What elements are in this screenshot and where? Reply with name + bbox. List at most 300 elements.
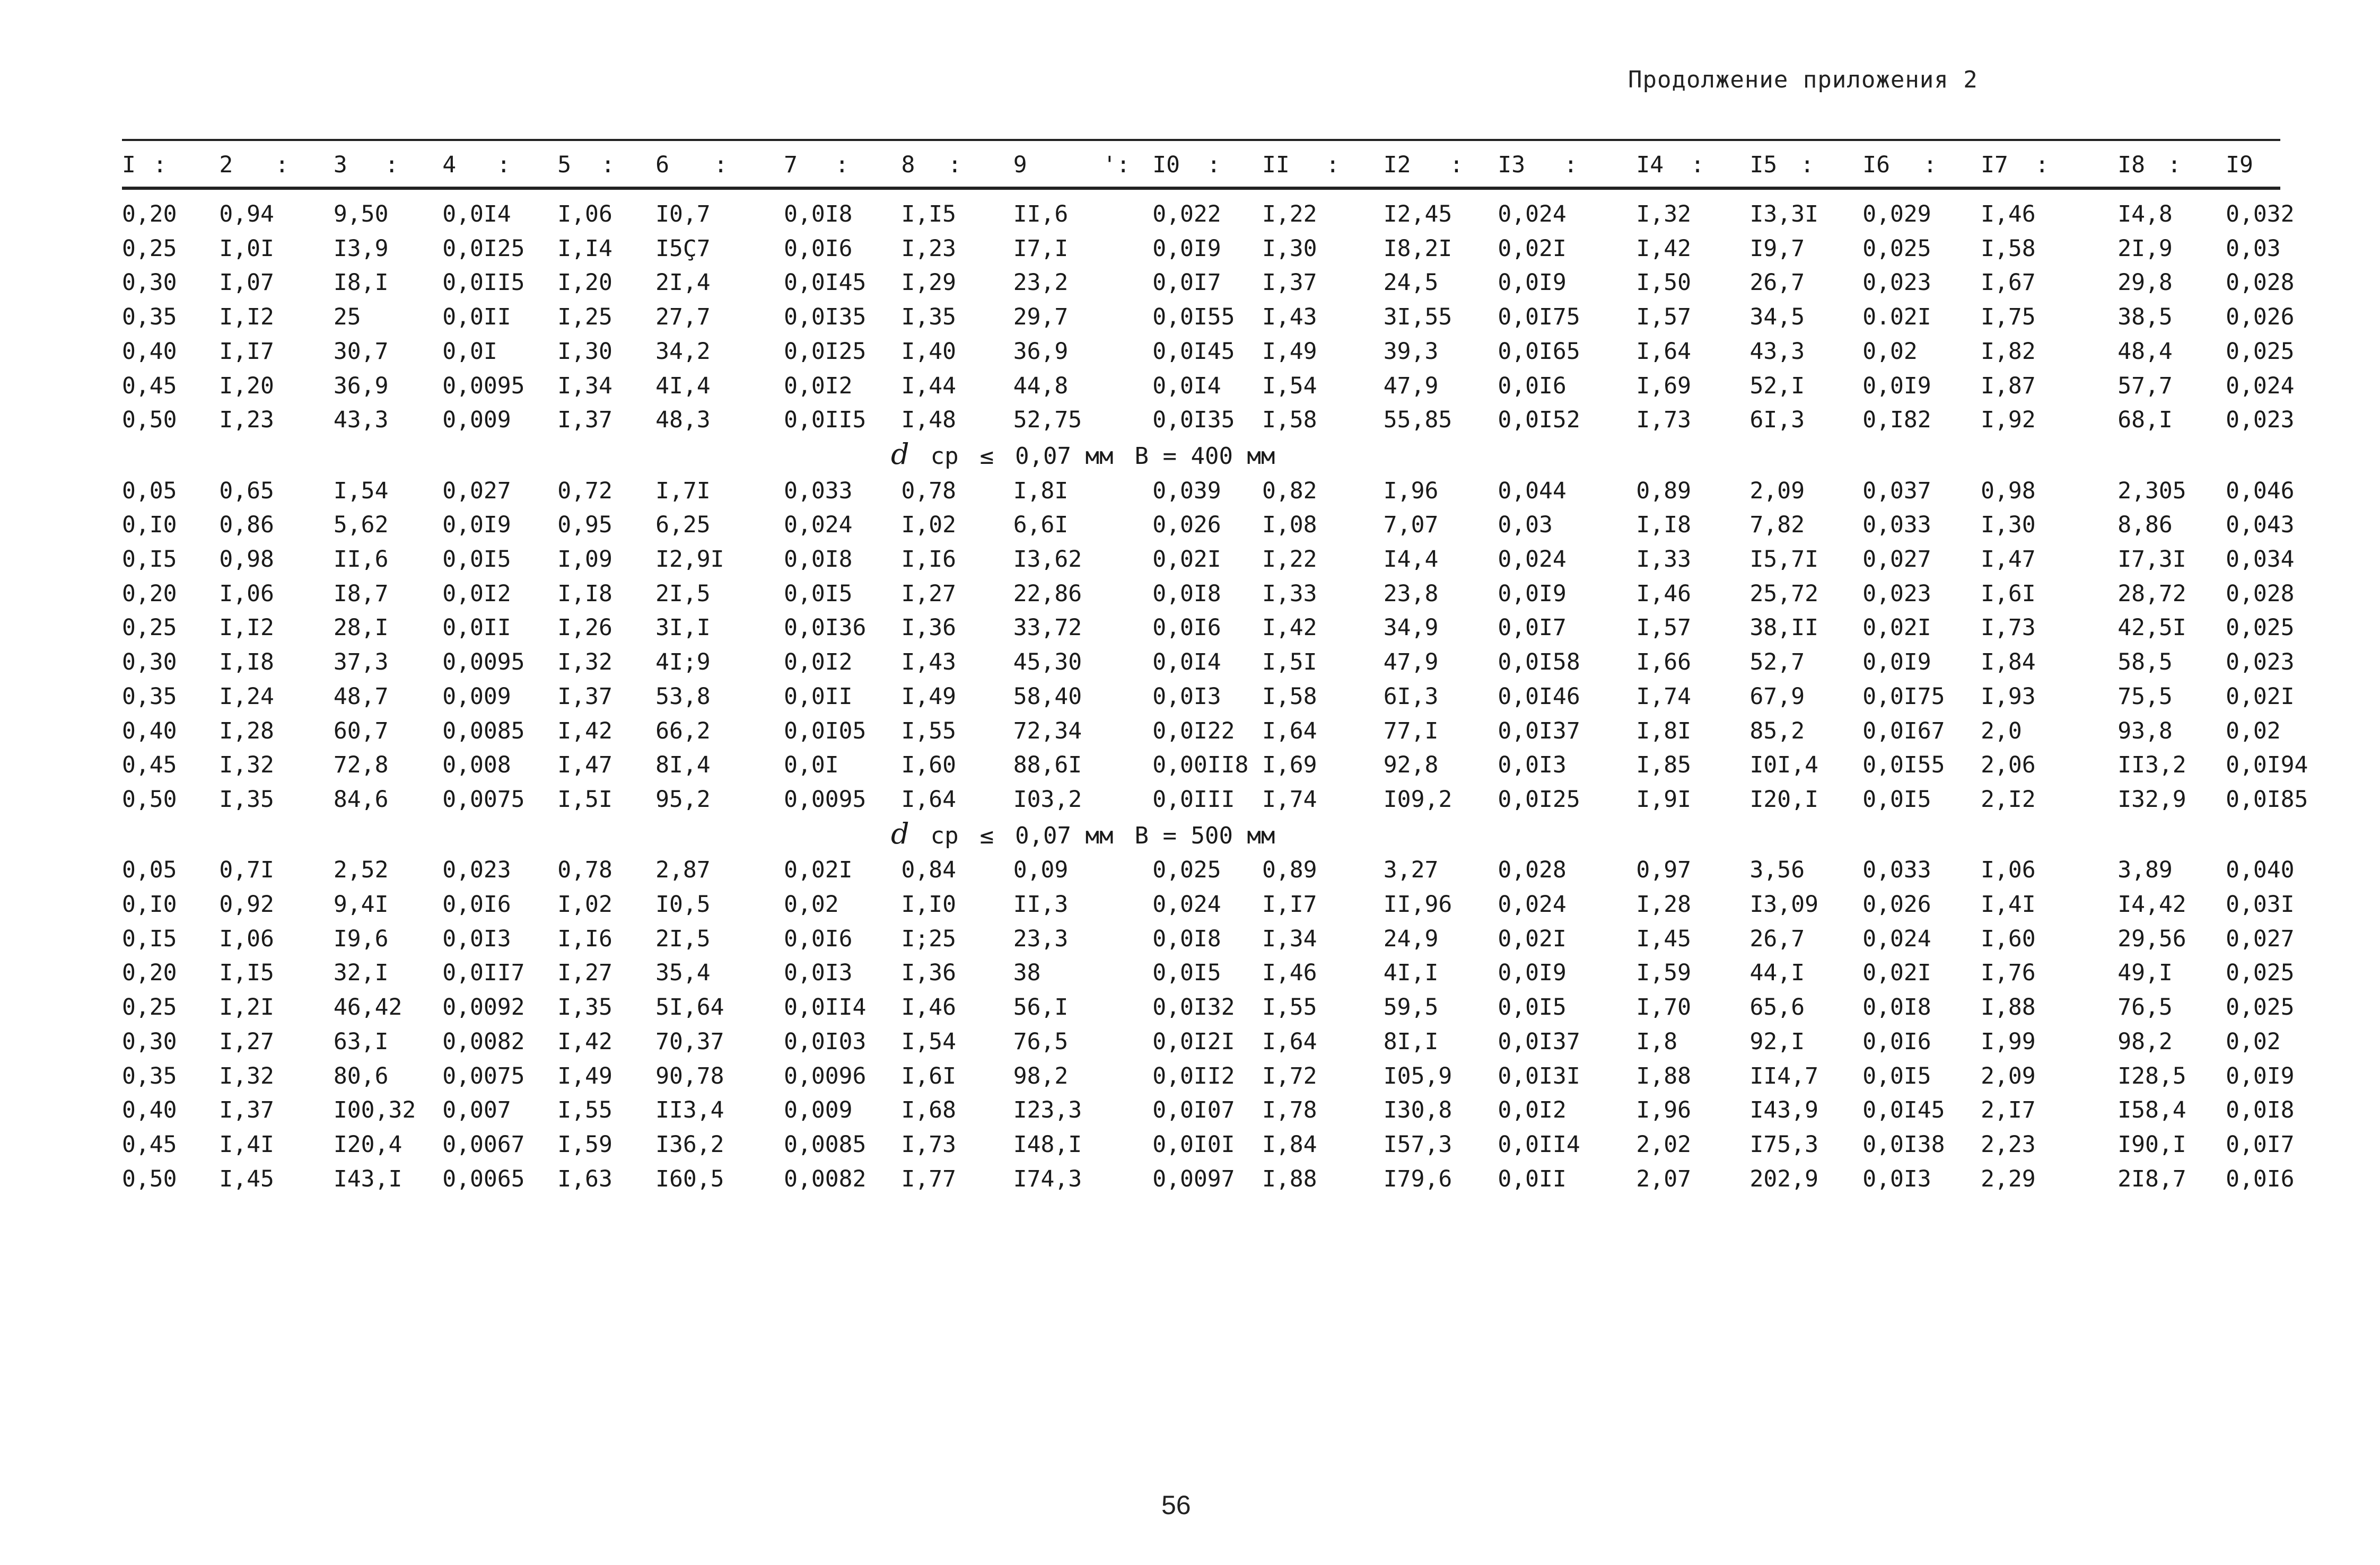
table-cell: I,37 <box>557 683 612 710</box>
table-cell: 59,5 <box>1383 994 1439 1021</box>
table-cell: 58,40 <box>1013 683 1082 710</box>
cell-gap <box>714 853 784 887</box>
cell-gap <box>2167 714 2226 749</box>
table-cell: 0,03I <box>2226 891 2295 918</box>
table-cell: 0,0I6 <box>784 235 853 262</box>
cell-gap <box>385 922 443 956</box>
cell-gap <box>275 611 334 645</box>
table-cell: 2,87 <box>655 857 711 884</box>
table-cell: 29,56 <box>2118 925 2186 952</box>
table-cell: I,72 <box>1262 1062 1317 1089</box>
table-cell: I,99 <box>1981 1028 2036 1055</box>
cell-gap <box>2035 990 2118 1025</box>
table-cell: 48,4 <box>2118 338 2173 365</box>
table-cell: 0,027 <box>442 477 511 504</box>
table-cell: 0,0I4 <box>442 201 511 227</box>
cell-gap <box>1102 335 1152 369</box>
cell-gap <box>2167 853 2226 887</box>
table-cell: 90,78 <box>655 1062 724 1089</box>
cell-gap <box>385 1025 443 1059</box>
table-cell: 44,I <box>1749 960 1805 987</box>
cell-gap <box>1449 369 1498 403</box>
table-cell: 0,0I46 <box>1498 683 1580 710</box>
table-cell: I,46 <box>1636 580 1691 607</box>
table-cell: I,28 <box>219 717 274 744</box>
cell-gap <box>1923 1025 1981 1059</box>
table-cell: I,29 <box>901 269 957 296</box>
table-cell: 75,5 <box>2118 683 2173 710</box>
table-cell: 2I,5 <box>655 580 711 607</box>
table-cell: I,35 <box>901 304 957 331</box>
table-cell: 3I,55 <box>1383 304 1452 331</box>
table-cell: 0,02I <box>1498 925 1567 952</box>
table-cell: 0,0I45 <box>1862 1097 1945 1124</box>
table-cell: 2,I2 <box>1981 786 2036 813</box>
cell-gap <box>385 714 443 749</box>
cell-gap <box>2035 1059 2118 1094</box>
table-cell: 0,0I37 <box>1498 1028 1580 1055</box>
table-cell: I,35 <box>219 786 274 813</box>
table-cell: I7,3I <box>2118 546 2186 573</box>
cell-gap <box>1691 1059 1749 1094</box>
table-cell: 0,0I67 <box>1862 717 1945 744</box>
cell-gap <box>2167 680 2226 714</box>
cell-gap <box>2035 645 2118 680</box>
table-cell: I8,7 <box>333 580 389 607</box>
table-cell: I,08 <box>1262 512 1317 539</box>
table-cell: 0,027 <box>2226 925 2295 952</box>
table-cell: I,32 <box>219 752 274 779</box>
table-cell: 0,044 <box>1498 477 1567 504</box>
table-cell: 0,0I5 <box>442 546 511 573</box>
table-cell: I,42 <box>1636 235 1691 262</box>
table-cell: 23,8 <box>1383 580 1439 607</box>
table-cell: 0,0I3 <box>1862 1165 1931 1192</box>
cell-gap <box>275 714 334 749</box>
cell-gap <box>1102 783 1152 817</box>
cell-gap <box>1102 197 1152 232</box>
table-cell: 70,37 <box>655 1028 724 1055</box>
table-cell: 2,23 <box>1981 1131 2036 1158</box>
table-cell: I,34 <box>1262 925 1317 952</box>
table-cell: 63,I <box>333 1028 389 1055</box>
table-cell: I,66 <box>1636 649 1691 676</box>
table-cell: 29,7 <box>1013 304 1069 331</box>
table-cell: 0,09 <box>1013 857 1069 884</box>
table-cell: 0,98 <box>1981 477 2036 504</box>
table-row <box>122 1093 2280 1128</box>
cell-gap <box>948 335 1013 369</box>
table-cell: 53,8 <box>655 683 711 710</box>
table-cell: 0,0II4 <box>1498 1131 1580 1158</box>
table-cell: 23,3 <box>1013 925 1069 952</box>
cell-gap <box>1800 300 1862 335</box>
cell-gap <box>948 714 1013 749</box>
table-cell: 0,I82 <box>1862 407 1931 434</box>
cell-gap <box>2035 853 2118 887</box>
table-row <box>122 783 2280 817</box>
table-cell: I,58 <box>1262 683 1317 710</box>
table-cell: I,42 <box>557 717 612 744</box>
cell-gap <box>385 1059 443 1094</box>
cell-gap <box>385 680 443 714</box>
table-cell: I,74 <box>1262 786 1317 813</box>
table-cell: 34,2 <box>655 338 711 365</box>
column-separator: : <box>714 152 728 178</box>
table-cell: I,23 <box>901 235 957 262</box>
table-cell: 0,0I6 <box>2226 1165 2295 1192</box>
table-cell: 0,I0 <box>122 512 177 539</box>
table-cell: I,8I <box>1013 477 1069 504</box>
table-cell: 34,5 <box>1749 304 1805 331</box>
cell-gap <box>1564 748 1636 783</box>
table-cell: 36,9 <box>333 372 389 399</box>
table-cell: 30,7 <box>333 338 389 365</box>
cell-gap <box>1102 1128 1152 1162</box>
table-cell: 26,7 <box>1749 925 1805 952</box>
table-cell: I,50 <box>1636 269 1691 296</box>
table-cell: 0,86 <box>219 512 274 539</box>
table-cell: I,49 <box>557 1062 612 1089</box>
cell-gap <box>1102 300 1152 335</box>
table-row <box>122 335 2280 369</box>
table-cell: 77,I <box>1383 717 1439 744</box>
column-separator: : <box>153 152 167 178</box>
cell-gap <box>714 922 784 956</box>
table-cell: 0,02 <box>2226 1028 2281 1055</box>
table-cell: 6I,3 <box>1383 683 1439 710</box>
cell-gap <box>385 748 443 783</box>
table-cell: 48,7 <box>333 683 389 710</box>
table-cell: 0,009 <box>442 407 511 434</box>
column-separator: : <box>275 152 289 178</box>
cell-gap <box>1449 542 1498 577</box>
table-cell: 0,0I65 <box>1498 338 1580 365</box>
table-cell: 0,50 <box>122 1165 177 1192</box>
table-cell: 0,0I94 <box>2226 752 2308 779</box>
table-cell: I43,9 <box>1749 1097 1818 1124</box>
table-cell: I,I0 <box>901 891 957 918</box>
cell-gap <box>275 369 334 403</box>
cell-gap <box>1800 922 1862 956</box>
table-cell: I,8 <box>1636 1028 1678 1055</box>
table-cell: 0,82 <box>1262 477 1317 504</box>
table-cell: 0,20 <box>122 580 177 607</box>
table-cell: 0,84 <box>901 857 957 884</box>
cell-gap <box>1564 542 1636 577</box>
table-cell: I,64 <box>901 786 957 813</box>
cell-gap <box>1691 853 1749 887</box>
table-cell: 0,0II <box>1498 1165 1567 1192</box>
table-body <box>122 186 2308 1196</box>
table-cell: 0,30 <box>122 649 177 676</box>
table-cell: I,I6 <box>557 925 612 952</box>
table-row <box>122 474 2280 508</box>
table-cell: 0,35 <box>122 1062 177 1089</box>
table-cell: 2,305 <box>2118 477 2186 504</box>
column-header <box>122 144 2280 186</box>
table-cell: I2,45 <box>1383 201 1452 227</box>
table-cell: 0,0095 <box>442 649 525 676</box>
cell-gap <box>1923 645 1981 680</box>
table-cell: I,64 <box>1262 1028 1317 1055</box>
cell-gap <box>1691 990 1749 1025</box>
cell-gap <box>275 1059 334 1094</box>
table-cell: I,09 <box>557 546 612 573</box>
cell-gap <box>1326 1059 1384 1094</box>
cell-gap <box>1326 266 1384 300</box>
table-cell: 0,02I <box>1498 235 1567 262</box>
cell-gap <box>275 956 334 990</box>
table-cell: 0,0I <box>442 338 497 365</box>
table-cell: I,59 <box>1636 960 1691 987</box>
cell-gap <box>714 956 784 990</box>
column-number: I9 <box>2226 152 2253 178</box>
cell-gap <box>385 577 443 611</box>
table-row <box>122 1025 2280 1059</box>
cell-gap <box>275 853 334 887</box>
table-cell: 0,05 <box>122 477 177 504</box>
table-cell: 0,022 <box>1152 201 1221 227</box>
table-cell: 0,0I4 <box>1152 372 1221 399</box>
table-cell: 6,25 <box>655 512 711 539</box>
column-separator: : <box>835 152 849 178</box>
table-cell: 0,0065 <box>442 1165 525 1192</box>
table-cell: 0,032 <box>2226 201 2295 227</box>
table-cell: 52,7 <box>1749 649 1805 676</box>
cell-gap <box>1923 853 1981 887</box>
table-cell: 0,0I9 <box>1498 580 1567 607</box>
cell-gap <box>948 577 1013 611</box>
table-cell: 0,72 <box>557 477 612 504</box>
table-cell: 49,I <box>2118 960 2173 987</box>
cell-gap <box>1102 1059 1152 1094</box>
table-cell: I,45 <box>1636 925 1691 952</box>
cell-gap <box>1102 1093 1152 1128</box>
cell-gap <box>1800 645 1862 680</box>
cell-gap <box>275 542 334 577</box>
table-cell: I,22 <box>1262 546 1317 573</box>
table-cell: 92,8 <box>1383 752 1439 779</box>
section-value: 0,07 мм <box>1015 442 1114 470</box>
cell-gap <box>714 887 784 922</box>
cell-gap <box>275 645 334 680</box>
cell-gap <box>1564 577 1636 611</box>
table-cell: I,59 <box>557 1131 612 1158</box>
cell-gap <box>1923 197 1981 232</box>
table-cell: I75,3 <box>1749 1131 1818 1158</box>
column-number: 5 <box>557 152 572 178</box>
table-cell: 3I,I <box>655 614 711 641</box>
cell-gap <box>2167 645 2226 680</box>
table-cell: I,82 <box>1981 338 2036 365</box>
table-cell: 0,025 <box>2226 960 2295 987</box>
table-cell: I,87 <box>1981 372 2036 399</box>
table-cell: I57,3 <box>1383 1131 1452 1158</box>
table-cell: 0,95 <box>557 512 612 539</box>
column-separator: : <box>384 152 399 178</box>
table-cell: 0,0I45 <box>784 269 867 296</box>
cell-gap <box>1800 1025 1862 1059</box>
cell-gap <box>2167 335 2226 369</box>
table-cell: 8I,4 <box>655 752 711 779</box>
table-cell: 0,98 <box>219 546 274 573</box>
cell-gap <box>1326 853 1384 887</box>
cell-gap <box>1564 474 1636 508</box>
table-cell: 0,024 <box>1498 546 1567 573</box>
cell-gap <box>2035 714 2118 749</box>
table-cell: I0I,4 <box>1749 752 1818 779</box>
table-cell: 0,89 <box>1262 857 1317 884</box>
table-cell: I,84 <box>1262 1131 1317 1158</box>
table-cell: 0,40 <box>122 338 177 365</box>
cell-gap <box>714 1162 784 1197</box>
table-cell: 0,89 <box>1636 477 1691 504</box>
table-cell: 0,92 <box>219 891 274 918</box>
table-row <box>122 1162 2280 1197</box>
column-separator: : <box>1326 152 1340 178</box>
table-cell: 48,3 <box>655 407 711 434</box>
cell-gap <box>714 369 784 403</box>
cell-gap <box>2035 335 2118 369</box>
table-cell: I,92 <box>1981 407 2036 434</box>
cell-gap <box>2167 1025 2226 1059</box>
table-cell: 45,30 <box>1013 649 1082 676</box>
table-cell: 60,7 <box>333 717 389 744</box>
table-cell: 9,50 <box>333 201 389 227</box>
cell-gap <box>1449 474 1498 508</box>
column-separator: : <box>1564 152 1578 178</box>
table-cell: I79,6 <box>1383 1165 1452 1192</box>
cell-gap <box>948 542 1013 577</box>
cell-gap <box>2035 403 2118 437</box>
table-cell: I,I7 <box>1262 891 1317 918</box>
table-cell: 0,0I07 <box>1152 1097 1235 1124</box>
table-cell: 7,07 <box>1383 512 1439 539</box>
table-cell: I,37 <box>219 1097 274 1124</box>
cell-gap <box>1326 922 1384 956</box>
table-cell: 4I;9 <box>655 649 711 676</box>
table-cell: 0,0085 <box>784 1131 867 1158</box>
table-cell: 0,0I75 <box>1498 304 1580 331</box>
table-cell: 0,0I2 <box>1498 1097 1567 1124</box>
cell-gap <box>1449 232 1498 266</box>
table-cell: I74,3 <box>1013 1165 1082 1192</box>
table-cell: I,02 <box>557 891 612 918</box>
cell-gap <box>1326 1162 1384 1197</box>
table-cell: 0,007 <box>442 1097 511 1124</box>
table-cell: 0,0I8 <box>784 546 853 573</box>
table-cell: 7,82 <box>1749 512 1805 539</box>
table-cell: 0,0I9 <box>1862 372 1931 399</box>
table-cell: 0,0II4 <box>784 994 867 1021</box>
table-cell: 76,5 <box>2118 994 2173 1021</box>
cell-gap <box>2035 197 2118 232</box>
table-cell: 0,45 <box>122 1131 177 1158</box>
cell-gap <box>1102 748 1152 783</box>
table-row <box>122 542 2280 577</box>
cell-gap <box>948 1059 1013 1094</box>
table-cell: I,55 <box>901 717 957 744</box>
table-cell: 0,0I7 <box>2226 1131 2295 1158</box>
cell-gap <box>2167 232 2226 266</box>
cell-gap <box>714 714 784 749</box>
column-number: I <box>122 152 136 178</box>
cell-gap <box>1691 680 1749 714</box>
table-cell: 25,72 <box>1749 580 1818 607</box>
cell-gap <box>1564 369 1636 403</box>
table-row <box>122 577 2280 611</box>
table-cell: 0,02 <box>2226 717 2281 744</box>
table-cell: I,67 <box>1981 269 2036 296</box>
cell-gap <box>385 300 443 335</box>
cell-gap <box>385 645 443 680</box>
data-table <box>122 144 2308 1196</box>
table-cell: 0,024 <box>1862 925 1931 952</box>
cell-gap <box>1691 1025 1749 1059</box>
table-cell: 3,89 <box>2118 857 2173 884</box>
table-cell: 47,9 <box>1383 649 1439 676</box>
table-cell: 0,0I2 <box>784 372 853 399</box>
cell-gap <box>1923 887 1981 922</box>
table-cell: I,32 <box>219 1062 274 1089</box>
column-number: I2 <box>1383 152 1411 178</box>
table-cell: II3,4 <box>655 1097 724 1124</box>
table-cell: I,88 <box>1981 994 2036 1021</box>
table-cell: I,7I <box>655 477 711 504</box>
cell-gap <box>2035 266 2118 300</box>
table-row <box>122 300 2280 335</box>
cell-gap <box>275 577 334 611</box>
cell-gap <box>1102 922 1152 956</box>
cell-gap <box>1691 1093 1749 1128</box>
table-row <box>122 680 2280 714</box>
cell-gap <box>2035 508 2118 542</box>
cell-gap <box>1691 748 1749 783</box>
table-cell: 2I,4 <box>655 269 711 296</box>
cell-gap <box>385 335 443 369</box>
table-cell: 0,029 <box>1862 201 1931 227</box>
column-separator: : <box>496 152 511 178</box>
table-cell: 98,2 <box>1013 1062 1069 1089</box>
table-cell: 98,2 <box>2118 1028 2173 1055</box>
table-cell: II3,2 <box>2118 752 2186 779</box>
table-cell: 0,0I3 <box>784 960 853 987</box>
cell-gap <box>714 508 784 542</box>
cell-gap <box>275 474 334 508</box>
cell-gap <box>1564 990 1636 1025</box>
table-cell: 0,0095 <box>442 372 525 399</box>
table-cell: I,49 <box>1262 338 1317 365</box>
cell-gap <box>1923 922 1981 956</box>
section-width: B = 400 мм <box>1134 442 1275 470</box>
cell-gap <box>1691 645 1749 680</box>
column-number: I8 <box>2118 152 2145 178</box>
table-cell: I,88 <box>1636 1062 1691 1089</box>
table-cell: 2,02 <box>1636 1131 1691 1158</box>
table-cell: 0,0I45 <box>1152 338 1235 365</box>
section-label-row <box>122 817 2280 854</box>
cell-gap <box>385 783 443 817</box>
cell-gap <box>1326 714 1384 749</box>
table-cell: I,I6 <box>901 546 957 573</box>
column-number: 9 <box>1013 152 1027 178</box>
table-cell: I20,4 <box>333 1131 402 1158</box>
table-cell: 0,50 <box>122 786 177 813</box>
table-cell: 0,00II8 <box>1152 752 1249 779</box>
cell-gap <box>385 508 443 542</box>
table-cell: 38,5 <box>2118 304 2173 331</box>
